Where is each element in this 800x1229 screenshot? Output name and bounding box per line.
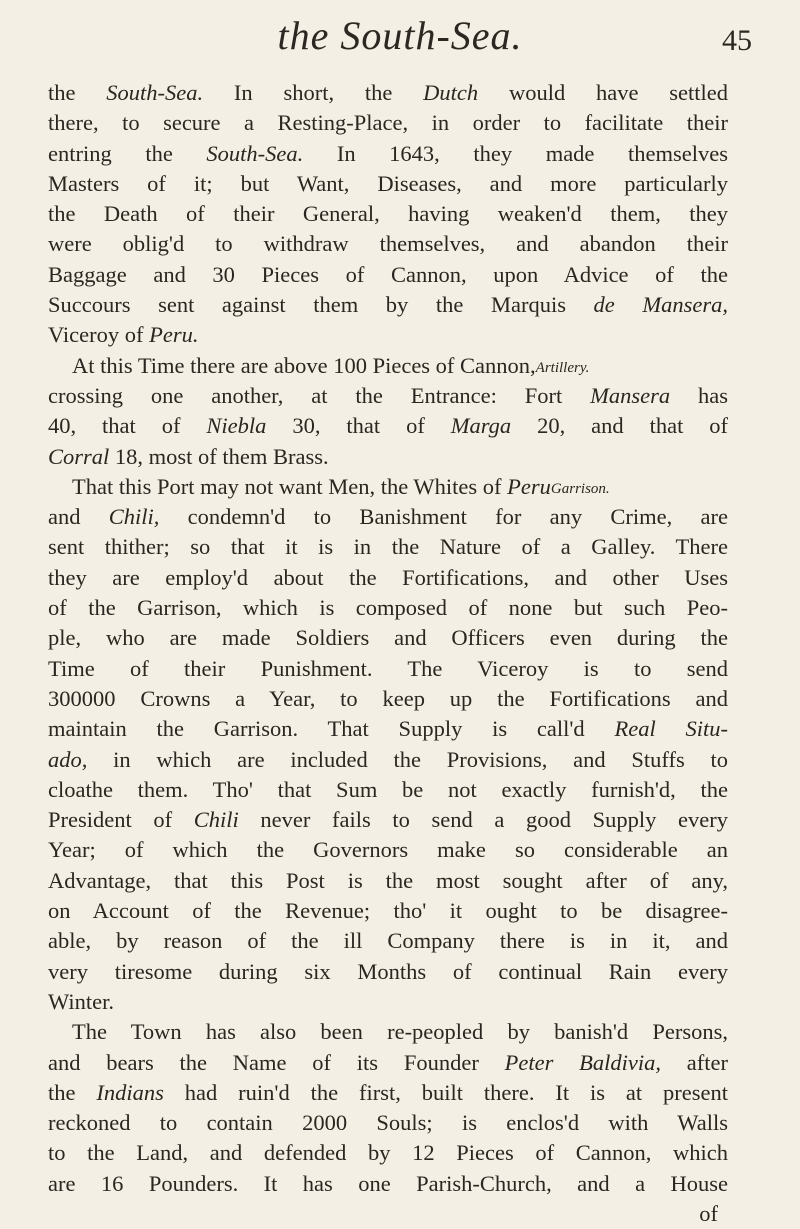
text-run: cloathe them. Tho' that Sum be not exactly furnish'd, the bbox=[48, 776, 728, 802]
place-name: Peru. bbox=[149, 322, 199, 348]
text-line bbox=[48, 411, 728, 441]
text-run: on Account of the Revenue; tho' it ought to be disagree- bbox=[48, 898, 728, 924]
text-run: At this Time there are above 100 Pieces of Cannon, bbox=[72, 352, 536, 378]
place-name: Peru bbox=[507, 473, 551, 499]
text-run: The Town has also been re-peopled by banish'd Persons, bbox=[72, 1019, 728, 1045]
text-run: would have settled bbox=[478, 80, 728, 105]
side-note-garrison: Garrison. bbox=[550, 480, 610, 497]
text-line bbox=[48, 654, 728, 684]
text-run: reckoned to contain 2000 Souls; is enclos'd with Walls bbox=[48, 1110, 728, 1136]
text-line bbox=[48, 290, 728, 320]
text-run: has bbox=[670, 382, 728, 408]
side-note-artillery: Artillery. bbox=[535, 359, 590, 376]
text-run: Advantage, that this Post is the most sought after of any, bbox=[48, 867, 728, 893]
text-run: there, to secure a Resting-Place, in order to facilitate their bbox=[48, 110, 728, 136]
text-run: Masters of it; but Want, Diseases, and more particularly bbox=[48, 170, 728, 196]
text-line bbox=[48, 896, 728, 926]
text-run: maintain the Garrison. That Supply is call'd bbox=[48, 716, 615, 742]
text-line bbox=[48, 623, 728, 653]
text-run: 40, that of bbox=[48, 413, 207, 439]
text-run: That this Port may not want Men, the Whites of bbox=[72, 473, 508, 499]
text-line bbox=[48, 199, 728, 229]
text-run: the Death of their General, having weaken'd them, they bbox=[48, 201, 728, 227]
body-text bbox=[48, 78, 728, 1229]
text-line bbox=[48, 593, 728, 623]
text-run: Baggage and 30 Pieces of Cannon, upon Advice of the bbox=[48, 261, 728, 287]
place-name: South-Sea. bbox=[106, 80, 204, 105]
text-line bbox=[48, 684, 728, 714]
text-run: Time of their Punishment. The Viceroy is to send bbox=[48, 655, 728, 681]
text-line bbox=[48, 563, 728, 593]
place-name: South-Sea. bbox=[206, 140, 304, 166]
text-line bbox=[48, 805, 728, 835]
fort-name: Corral bbox=[48, 443, 110, 469]
text-run: the bbox=[48, 1079, 97, 1105]
term-name: ado, bbox=[48, 746, 88, 772]
text-line bbox=[48, 229, 728, 259]
text-run: 18, most of them Brass. bbox=[109, 443, 329, 469]
text-run: in which are included the Provisions, and Stuffs to bbox=[87, 746, 728, 772]
text-line bbox=[48, 442, 728, 472]
text-line bbox=[48, 1048, 728, 1078]
text-run: condemn'd to Banishment for any Crime, are bbox=[159, 504, 728, 530]
page-number: 45 bbox=[722, 24, 752, 57]
text-line bbox=[48, 351, 728, 381]
text-run: In 1643, they made themselves bbox=[303, 140, 728, 166]
text-run: Succours sent against them by the Marquis bbox=[48, 292, 594, 318]
text-run: entring the bbox=[48, 140, 207, 166]
nation-name: Dutch bbox=[423, 80, 479, 105]
text-line bbox=[48, 139, 728, 169]
person-name: Peter Baldivia, bbox=[504, 1049, 661, 1075]
nation-name: Indians bbox=[96, 1079, 164, 1105]
text-run: after bbox=[661, 1049, 728, 1075]
text-line bbox=[48, 745, 728, 775]
catchword-line bbox=[48, 1199, 728, 1229]
text-run: never fails to send a good Supply every bbox=[238, 807, 728, 833]
text-run: are 16 Pounders. It has one Parish-Church, and a House bbox=[48, 1170, 728, 1196]
text-line bbox=[48, 532, 728, 562]
text-line bbox=[48, 78, 728, 108]
text-run: to the Land, and defended by 12 Pieces of Cannon, which bbox=[48, 1140, 728, 1166]
running-head: the South-Sea. bbox=[277, 13, 523, 58]
text-run: very tiresome during six Months of continual Rain every bbox=[48, 958, 728, 984]
text-line bbox=[48, 169, 728, 199]
text-line bbox=[48, 108, 728, 138]
text-line bbox=[48, 835, 728, 865]
text-line bbox=[48, 957, 728, 987]
text-run: had ruin'd the first, built there. It is at present bbox=[163, 1079, 728, 1105]
text-run: President of bbox=[48, 807, 194, 833]
text-line bbox=[48, 926, 728, 956]
text-line bbox=[48, 381, 728, 411]
text-line bbox=[48, 1138, 728, 1168]
text-line bbox=[48, 472, 728, 502]
catchword: of bbox=[699, 1200, 718, 1226]
place-name: Chili bbox=[193, 807, 239, 833]
person-name: de Mansera, bbox=[593, 292, 728, 318]
page-header bbox=[0, 12, 800, 72]
text-run: were oblig'd to withdraw themselves, and abandon their bbox=[48, 231, 728, 257]
text-run: 300000 Crowns a Year, to keep up the Fortifications and bbox=[48, 685, 728, 711]
text-line bbox=[48, 1108, 728, 1138]
text-run: ple, who are made Soldiers and Officers even during the bbox=[48, 625, 728, 651]
text-run: they are employ'd about the Fortifications, and other Uses bbox=[48, 564, 728, 590]
text-line bbox=[48, 775, 728, 805]
text-line bbox=[48, 714, 728, 744]
text-run: and bears the Name of its Founder bbox=[48, 1049, 505, 1075]
text-line bbox=[48, 866, 728, 896]
text-run: In short, the bbox=[203, 80, 424, 105]
text-line bbox=[48, 260, 728, 290]
text-run: 30, that of bbox=[266, 413, 451, 439]
place-name: Chili, bbox=[108, 504, 160, 530]
text-line bbox=[48, 1169, 728, 1199]
text-line bbox=[48, 1017, 728, 1047]
text-run: the bbox=[48, 80, 107, 105]
text-run: able, by reason of the ill Company there is in it, and bbox=[48, 928, 728, 954]
text-line bbox=[48, 320, 728, 350]
text-run: of the Garrison, which is composed of none but such Peo- bbox=[48, 595, 728, 621]
fort-name: Niebla bbox=[206, 413, 267, 439]
text-run: sent thither; so that it is in the Nature of a Galley. There bbox=[48, 534, 728, 560]
text-line bbox=[48, 1078, 728, 1108]
text-run: Winter. bbox=[48, 988, 114, 1014]
text-run: Viceroy of bbox=[48, 322, 150, 348]
fort-name: Marga bbox=[450, 413, 512, 439]
text-run: 20, and that of bbox=[511, 413, 729, 439]
text-line bbox=[48, 987, 728, 1017]
text-line bbox=[48, 502, 728, 532]
text-run: Year; of which the Governors make so considerable an bbox=[48, 837, 728, 863]
fort-name: Mansera bbox=[590, 382, 671, 408]
text-run: crossing one another, at the Entrance: Fort bbox=[48, 382, 591, 408]
text-run: and bbox=[48, 504, 109, 530]
term-name: Real Situ- bbox=[614, 716, 729, 742]
